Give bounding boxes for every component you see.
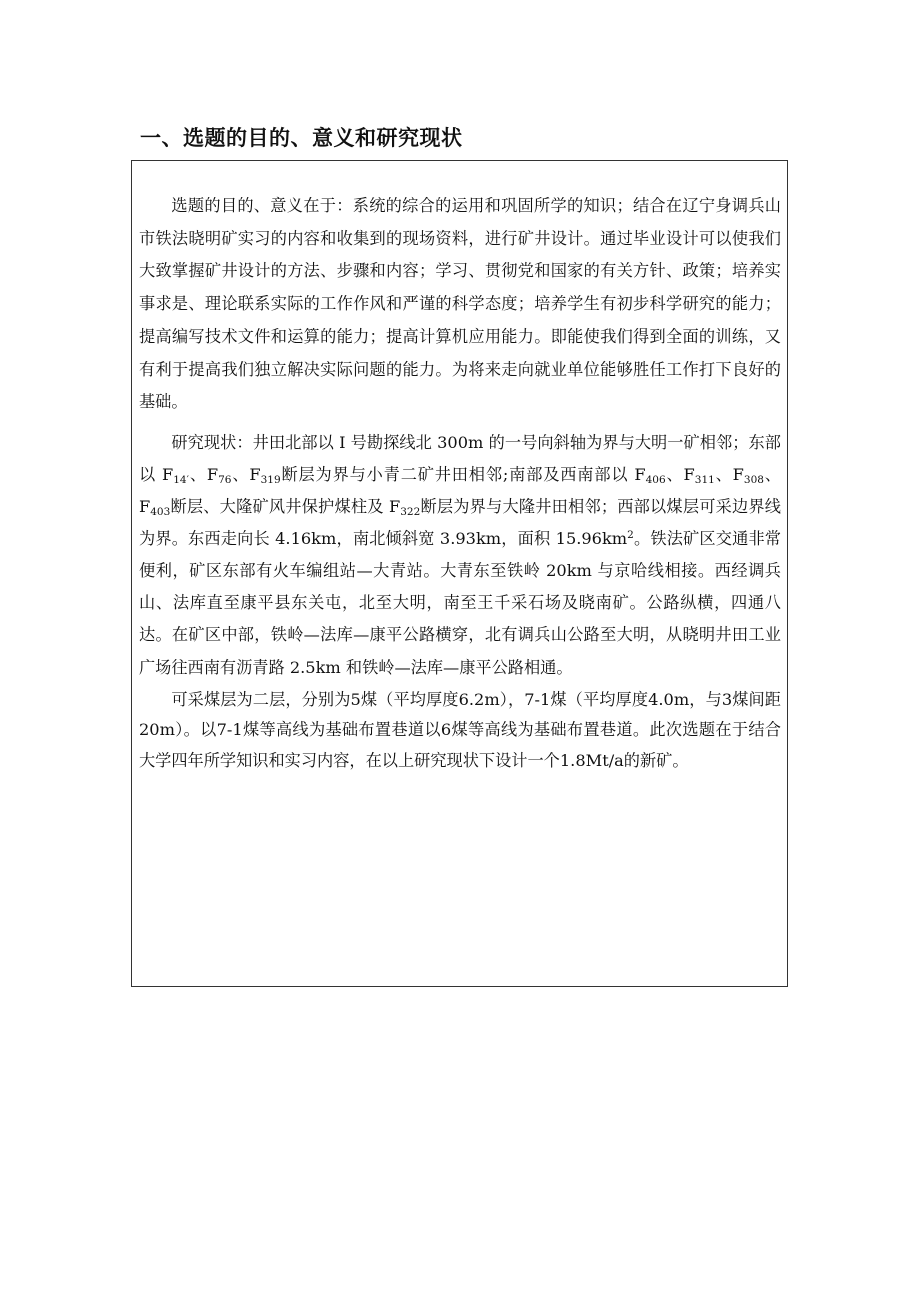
subscript: 76	[218, 474, 232, 487]
text-run: 、F	[714, 465, 744, 485]
text-run: 研究现状：井田北部以 I 号勘探线北 300m 的一号向斜轴为界与大明一矿相邻；东部以 F	[139, 432, 781, 485]
text-run: 、F	[231, 465, 261, 485]
text-run: 断层、大隆矿风井保护煤柱及 F	[170, 497, 401, 517]
text-run: 、F	[189, 465, 219, 485]
superscript: 2	[627, 529, 634, 542]
subscript: 319	[260, 474, 281, 487]
subscript: 14′	[173, 474, 189, 487]
text-run: 、F	[665, 465, 695, 485]
subscript: 308	[743, 474, 764, 487]
text-run: 。铁法矿区交通非常便利，矿区东部有火车编组站—大青站。大青东至铁岭 20km 与京哈线相接。西经调兵山、法库直至康平县东关屯，北至大明，南至王千采石场及晓南矿。公路纵横，四通八达。在矿区中部，铁岭—法库—康平公路横穿，北有调兵山公路至大明，从晓明井田工业广场往西南有沥青路 2.5km 和铁岭—法库—康平公路相通。	[139, 529, 781, 677]
subscript: 311	[694, 474, 715, 487]
subscript: 322	[400, 506, 421, 519]
content-text	[139, 190, 781, 777]
subscript: 406	[645, 474, 666, 487]
purpose-paragraph: 选题的目的、意义在于：系统的综合的运用和巩固所学的知识；结合在辽宁身调兵山市铁法晓明矿实习的内容和收集到的现场资料，进行矿井设计。通过毕业设计可以使我们大致掌握矿井设计的方法、步骤和内容；学习、贯彻党和国家的有关方针、政策；培养实事求是、理论联系实际的工作作风和严谨的科学态度；培养学生有初步科学研究的能力；提高编写技术文件和运算的能力；提高计算机应用能力。即能使我们得到全面的训练，又有利于提高我们独立解决实际问题的能力。为将来走向就业单位能够胜任工作打下良好的基础。	[139, 196, 781, 412]
coal-seam-paragraph: 可采煤层为二层，分别为5煤（平均厚度6.2m），7-1煤（平均厚度4.0m，与3煤间距20m）。以7-1煤等高线为基础布置巷道以6煤等高线为基础布置巷道。此次选题在于结合大学四年所学知识和实习内容，在以上研究现状下设计一个1.8Mt/a的新矿。	[139, 689, 781, 771]
research-status-paragraph	[139, 427, 781, 684]
section-heading: 一、选题的目的、意义和研究现状	[140, 126, 463, 150]
subscript: 403	[150, 506, 171, 519]
text-run: 断层为界与小青二矿井田相邻;南部及西南部以 F	[280, 465, 646, 485]
text-run: 断层为界与大隆井田相邻；西部以煤层可采边界线为界。东西走向长 4.16km，南北倾斜宽 3.93km，面积 15.96km	[139, 497, 781, 549]
text-run: 、F	[139, 465, 781, 517]
